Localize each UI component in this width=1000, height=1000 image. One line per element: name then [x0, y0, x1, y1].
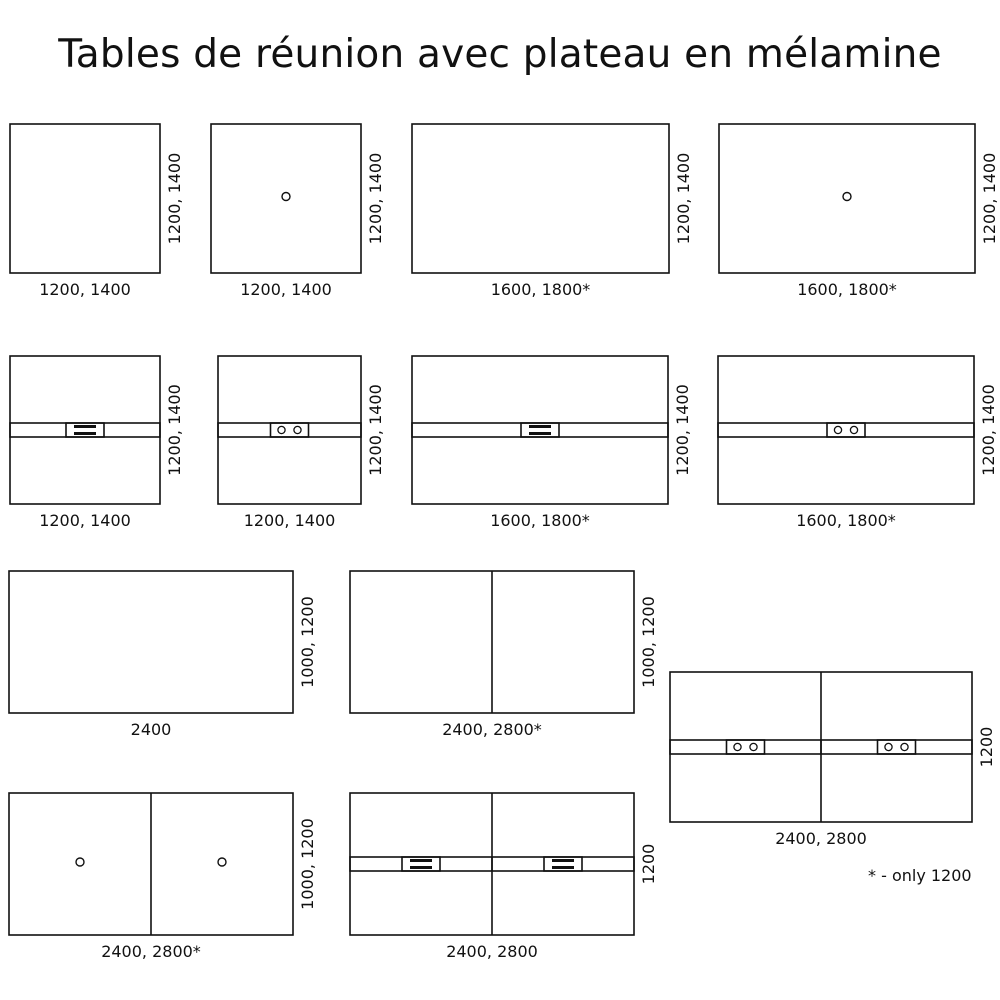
- socket-slot: [552, 859, 574, 862]
- depth-label: 1200, 1400: [165, 384, 184, 476]
- table-5: [10, 356, 184, 530]
- width-label: 1200, 1400: [39, 280, 131, 299]
- table-8: [718, 356, 998, 530]
- table-9: [9, 571, 317, 739]
- page-title: Tables de réunion avec plateau en mélamine: [58, 32, 942, 77]
- width-label: 2400, 2800: [775, 829, 867, 848]
- table-top: [718, 356, 974, 504]
- grommet-icon: [901, 743, 908, 750]
- cable-tray: [218, 423, 361, 437]
- width-label: 2400, 2800*: [101, 942, 201, 961]
- width-label: 2400, 2800: [446, 942, 538, 961]
- grommet-box: [878, 740, 916, 754]
- depth-label: 1200, 1400: [165, 152, 184, 245]
- width-label: 1200, 1400: [243, 511, 336, 530]
- grommet-icon: [218, 858, 226, 866]
- grommet-icon: [282, 193, 290, 201]
- grommet-box: [827, 423, 865, 437]
- width-label: 1600, 1800*: [490, 280, 591, 299]
- table-3: [412, 124, 693, 299]
- grommet-icon: [834, 426, 841, 433]
- table-11: [670, 672, 996, 848]
- width-label: 2400: [130, 720, 172, 739]
- table-1: [10, 124, 184, 299]
- table-top: [10, 124, 160, 273]
- grommet-icon: [76, 858, 84, 866]
- table-7: [412, 356, 692, 530]
- socket-slot: [529, 432, 551, 435]
- socket-slot: [410, 859, 432, 862]
- grommet-icon: [885, 743, 892, 750]
- grommet-icon: [850, 426, 857, 433]
- grommet-icon: [278, 426, 285, 433]
- footnote: * - only 1200: [868, 866, 972, 885]
- grommet-icon: [734, 743, 741, 750]
- depth-label: 1200: [639, 843, 658, 885]
- table-top: [211, 124, 361, 273]
- table-top: [9, 571, 293, 713]
- depth-label: 1000, 1200: [639, 596, 658, 688]
- table-top: [412, 124, 669, 273]
- socket-slot: [552, 866, 574, 869]
- depth-label: 1000, 1200: [298, 818, 317, 910]
- depth-label: 1200, 1400: [674, 152, 693, 245]
- width-label: 1600, 1800*: [796, 511, 896, 530]
- table-12: [9, 793, 317, 961]
- table-top: [719, 124, 975, 273]
- width-label: 1600, 1800*: [797, 280, 897, 299]
- table-4: [719, 124, 999, 299]
- width-label: 1200, 1400: [39, 511, 131, 530]
- socket-slot: [410, 866, 432, 869]
- table-10: [350, 571, 658, 739]
- table-13: [350, 793, 658, 961]
- table-top: [218, 356, 361, 504]
- depth-label: 1200, 1400: [366, 152, 385, 245]
- table-6: [218, 356, 385, 530]
- socket-slot: [74, 425, 96, 428]
- table-top: [10, 356, 160, 504]
- depth-label: 1200, 1400: [980, 152, 999, 245]
- depth-label: 1200, 1400: [979, 384, 998, 476]
- depth-label: 1200, 1400: [673, 384, 692, 476]
- socket-slot: [529, 425, 551, 428]
- depth-label: 1200: [977, 726, 996, 768]
- width-label: 2400, 2800*: [442, 720, 542, 739]
- grommet-box: [271, 423, 309, 437]
- width-label: 1200, 1400: [240, 280, 332, 299]
- depth-label: 1200, 1400: [366, 384, 385, 476]
- depth-label: 1000, 1200: [298, 596, 317, 688]
- grommet-icon: [294, 426, 301, 433]
- socket-slot: [74, 432, 96, 435]
- width-label: 1600, 1800*: [490, 511, 590, 530]
- grommet-icon: [750, 743, 757, 750]
- cable-tray: [718, 423, 974, 437]
- grommet-icon: [843, 193, 851, 201]
- grommet-box: [727, 740, 765, 754]
- table-2: [211, 124, 385, 299]
- table-top: [412, 356, 668, 504]
